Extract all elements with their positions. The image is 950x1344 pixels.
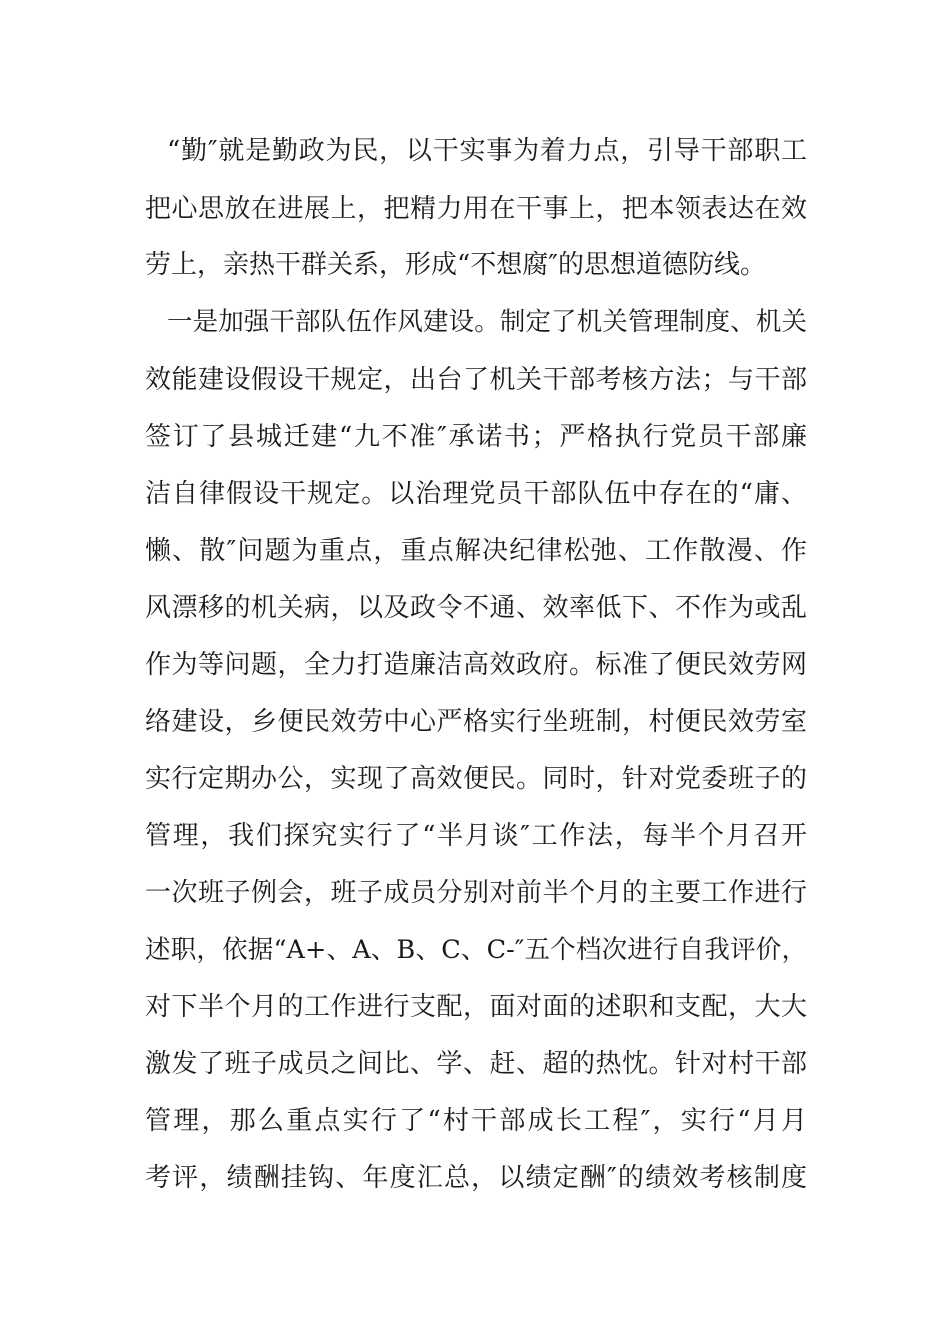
- paragraph-2-line-6: 风漂移的机关病，以及政令不通、效率低下、不作为或乱: [145, 593, 807, 623]
- paragraph-2-line-13: 对下半个月的工作进行支配，面对面的述职和支配，大大: [145, 992, 807, 1022]
- paragraph-2-line-12: 述职，依据“A+、A、B、C、C-″五个档次进行自我评价，: [145, 935, 807, 965]
- paragraph-2-line-4: 洁自律假设干规定。以治理党员干部队伍中存在的“庸、: [145, 479, 807, 509]
- paragraph-1-line-2: 把心思放在进展上，把精力用在干事上，把本领表达在效: [145, 194, 807, 224]
- paragraph-2-line-3: 签订了县城迁建“九不准″承诺书；严格执行党员干部廉: [145, 422, 807, 452]
- paragraph-2-line-5: 懒、散″问题为重点，重点解决纪律松弛、工作散漫、作: [145, 536, 807, 566]
- paragraph-2-line-14: 激发了班子成员之间比、学、赶、超的热忱。针对村干部: [145, 1049, 807, 1079]
- paragraph-2-line-9: 实行定期办公，实现了高效便民。同时，针对党委班子的: [145, 764, 807, 794]
- paragraph-2-line-8: 络建设，乡便民效劳中心严格实行坐班制，村便民效劳室: [145, 707, 807, 737]
- paragraph-2-line-7: 作为等问题，全力打造廉洁高效政府。标准了便民效劳网: [145, 650, 807, 680]
- paragraph-1-line-3: 劳上，亲热干群关系，形成“不想腐″的思想道德防线。: [145, 250, 767, 280]
- paragraph-2-line-15: 管理，那么重点实行了“村干部成长工程″，实行“月月: [145, 1106, 807, 1136]
- paragraph-2-line-1: 一是加强干部队伍作风建设。制定了机关管理制度、机关: [167, 307, 807, 337]
- paragraph-2-line-10: 管理，我们探究实行了“半月谈″工作法，每半个月召开: [145, 821, 807, 851]
- paragraph-2-line-16: 考评，绩酬挂钩、年度汇总，以绩定酬″的绩效考核制度: [145, 1163, 807, 1193]
- paragraph-2-line-11: 一次班子例会，班子成员分别对前半个月的主要工作进行: [145, 878, 807, 908]
- paragraph-2-line-2: 效能建设假设干规定，出台了机关干部考核方法；与干部: [145, 365, 807, 395]
- paragraph-1-line-1: “勤″就是勤政为民，以干实事为着力点，引导干部职工: [167, 136, 807, 166]
